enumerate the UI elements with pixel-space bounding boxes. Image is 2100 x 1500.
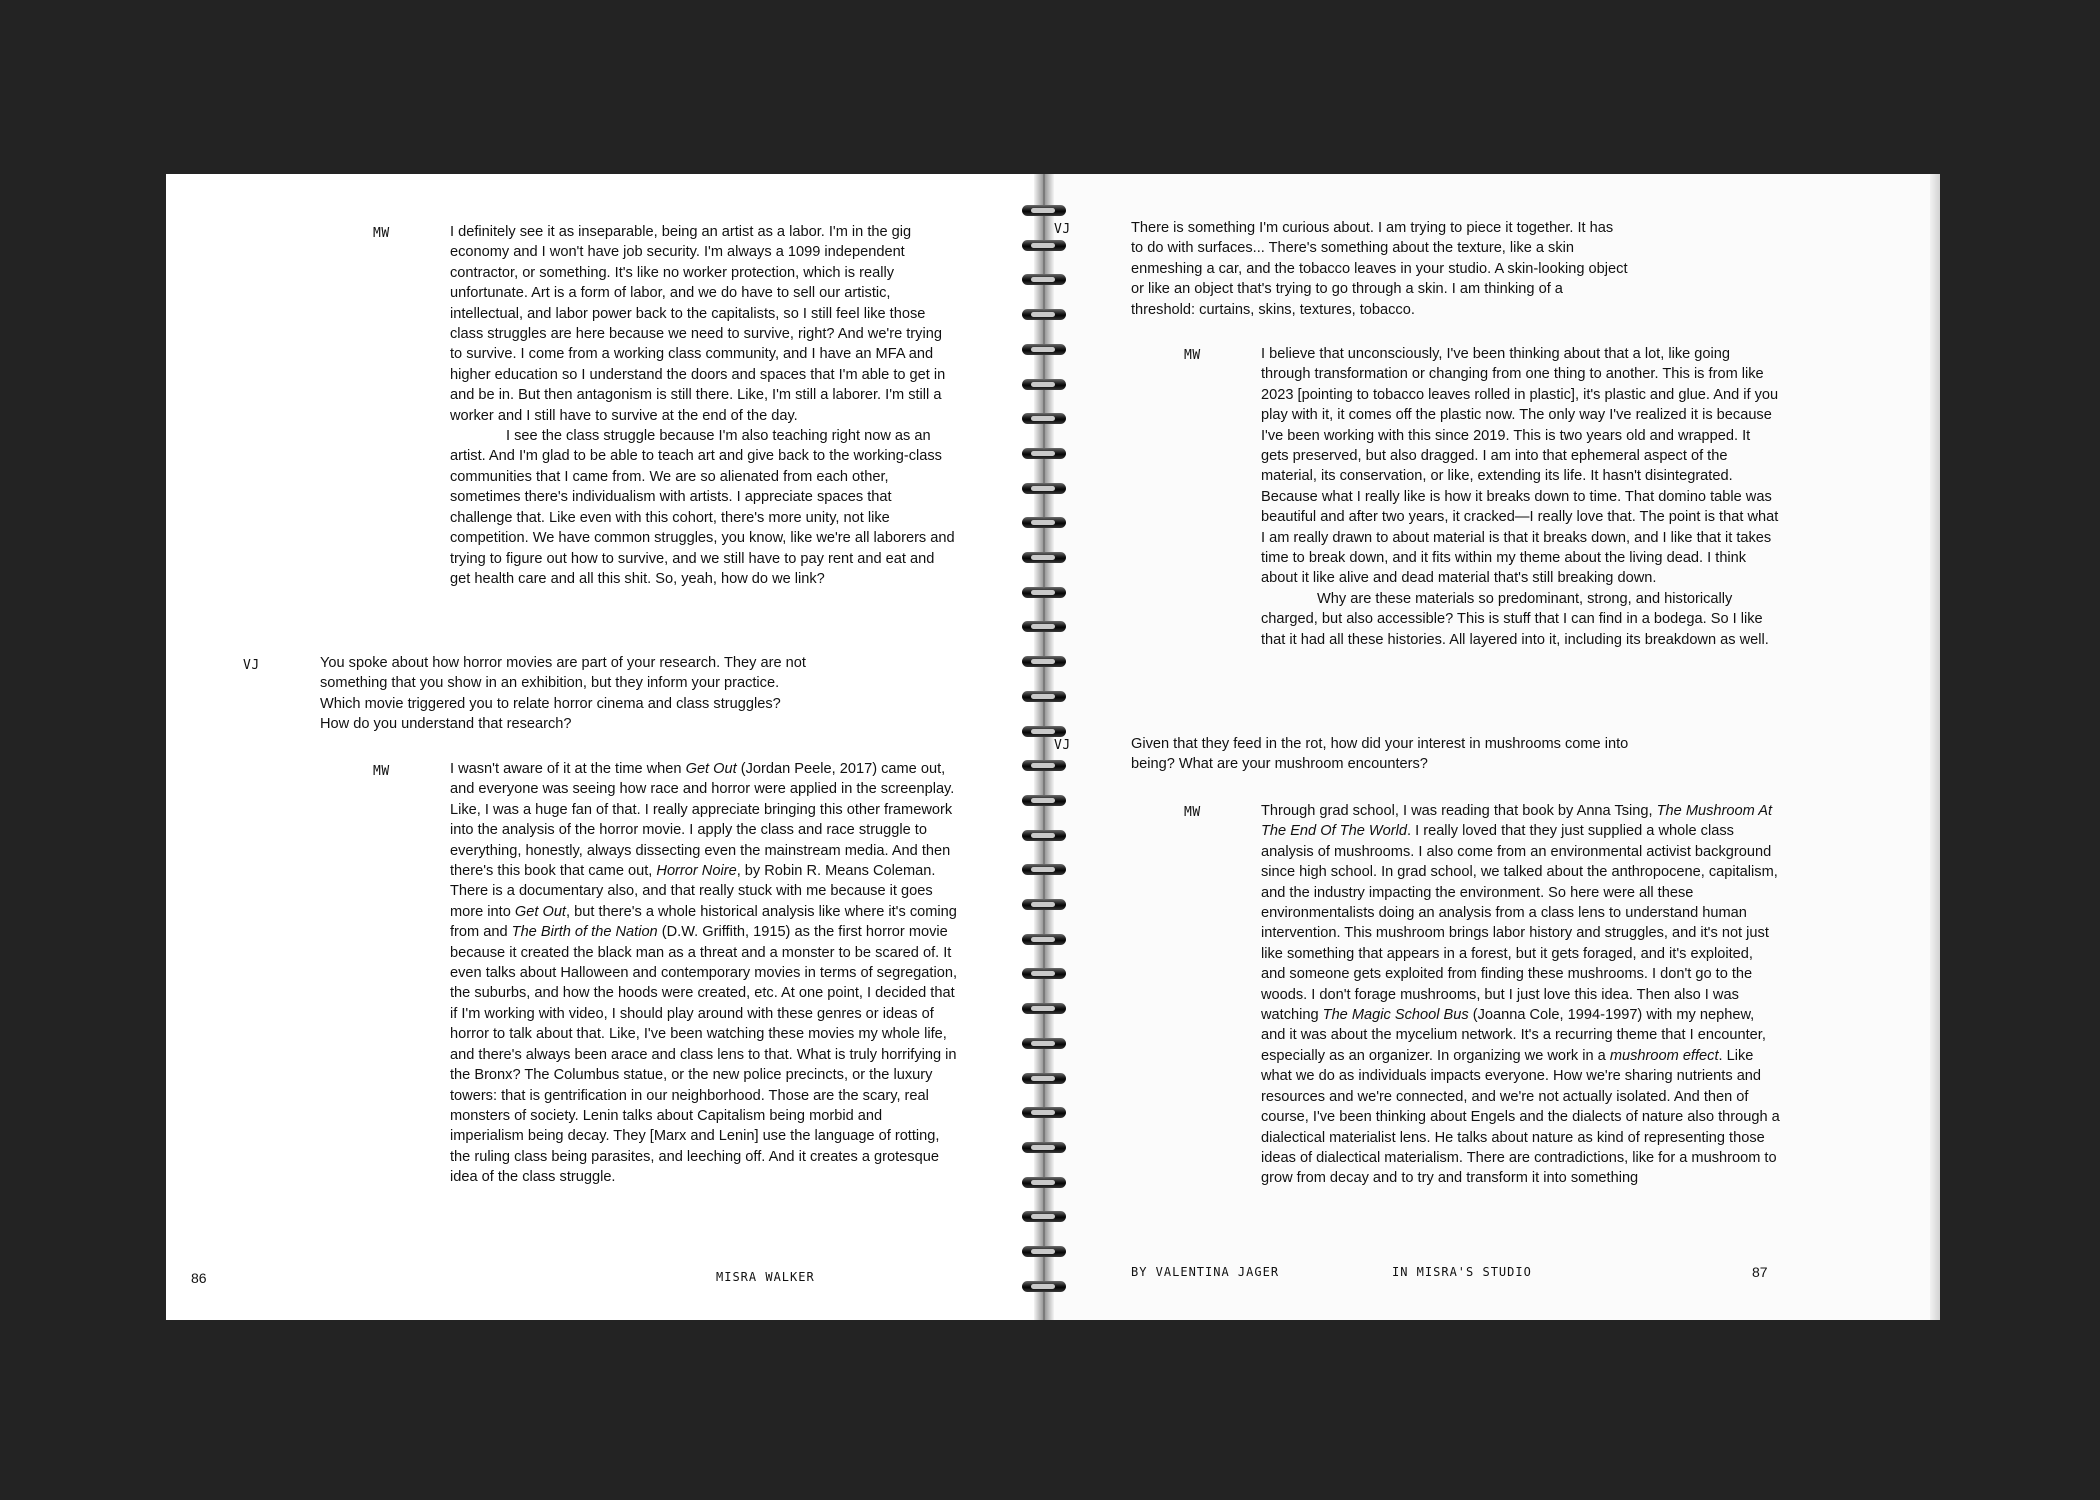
left-page <box>166 174 1042 1320</box>
running-footer: MISRA WALKER <box>716 1270 815 1284</box>
spiral-coil <box>1018 584 1070 601</box>
paragraph: I definitely see it as inseparable, being an artist as a labor. I'm in the gig economy and I won't have job security. I'm always a 1099 independent contractor, or something. It's like no worker protection, which is really unfortunate. Art is a form of labor, and we do have to sell our artistic, intellectual, and labor power back to the capitalists, so I still feel like those class struggles are here because we need to survive, right? And we're trying to survive. I come from a working class community, and I have an MFA and higher education so I understand the doors and spaces that I'm able to get in and be in. But then antagonism is still there. Like, I'm still a laborer. I'm still a worker and I still have to survive at the end of the day. <box>450 224 946 424</box>
spiral-coil <box>1018 271 1070 288</box>
spiral-coil <box>1018 1035 1070 1052</box>
italic-title: The Magic School Bus <box>1322 1007 1469 1024</box>
text-run: , but there's a whole historical analysis like where it's coming from and <box>450 903 957 941</box>
speaker-label: MW <box>1184 805 1201 820</box>
question-block <box>1131 734 1629 775</box>
page-number: 87 <box>1752 1264 1768 1280</box>
page-number: 86 <box>191 1270 207 1286</box>
question-block <box>320 653 808 735</box>
spiral-coil <box>1018 1139 1070 1156</box>
spiral-coil <box>1018 514 1070 531</box>
spiral-coil <box>1018 931 1070 948</box>
spiral-binding <box>1018 202 1072 1292</box>
speaker-label: MW <box>373 764 390 779</box>
paragraph <box>1261 801 1781 1189</box>
spiral-coil <box>1018 480 1070 497</box>
running-footer-author: BY VALENTINA JAGER <box>1131 1265 1280 1279</box>
spiral-coil <box>1018 1174 1070 1191</box>
spiral-coil <box>1018 653 1070 670</box>
spiral-coil <box>1018 723 1070 740</box>
italic-title: The Birth of the Nation <box>511 924 658 941</box>
spiral-coil <box>1018 1104 1070 1121</box>
spiral-coil <box>1018 1000 1070 1017</box>
text-run: . I really loved that they just supplied a whole class analysis of mushrooms. I also come from an environmental activist background since high school. In grad school, we talked about the anthropocene, capitalism, and the industry impacting the environment. So here were all these environmentalists doing an analysis from a class lens to understand human intervention. This mushroom brings labor history and struggles, and it's not just like something that appears in a forest, but it gets foraged, and it's exploited, and someone gets exploited from finding these mushrooms. I don't go to the woods. I don't forage mushrooms, but I just love this idea. Then also I was watching <box>1261 823 1778 1024</box>
spiral-coil <box>1018 965 1070 982</box>
text-run: (Joanna Cole, 1994-1997) with my nephew, and it was about the mycelium network. It's a recurring theme that I encounter, especially as an organizer. In organizing we work in a <box>1261 1007 1766 1064</box>
italic-title: The Mushroom At The End Of The World <box>1261 803 1773 840</box>
text-run: (D.W. Griffith, 1915) as the first horror movie because it created the black man as a threat and a monster to be scared of. It even talks about Halloween and contemporary movies in terms of segregation, the suburbs, and how the hoods were created, etc. At one point, I decided that if I'm working with video, I should play around with these genres or ideas of horror to talk about that. Like, I've been watching these movies my whole life, and there's always been arace and class lens to that. What is truly horrifying in the Bronx? The Columbus statue, or the new police precincts, or the luxury towers: that is gentrification in our neighborhood. Those are the scary, real monsters of society. Lenin talks about Capitalism being morbid and imperialism being decay. They [Marx and Lenin] use the language of rotting, the ruling class being parasites, and leeching off. And it creates a grotesque idea of the class struggle. <box>450 924 957 1186</box>
spiral-coil <box>1018 618 1070 635</box>
italic-title: Horror Noire <box>656 863 737 880</box>
question-block <box>1131 218 1629 320</box>
italic-title: Get Out <box>514 903 566 920</box>
answer-block <box>450 222 958 589</box>
text-run: Through grad school, I was reading that book by Anna Tsing, <box>1261 803 1657 819</box>
speaker-label: VJ <box>243 658 260 673</box>
spiral-coil <box>1018 410 1070 427</box>
spiral-coil <box>1018 757 1070 774</box>
text-run: (Jordan Peele, 2017) came out, and everyone was seeing how race and horror were applied in the screenplay. Like, I was a huge fan of that. I really appreciate bringing this other framework into the analysis of the horror movie. I apply the class and race struggle to everything, honestly, always dissecting even the mainstream media. And then there's this book that came out, <box>450 761 955 880</box>
spiral-coil <box>1018 792 1070 809</box>
spiral-coil <box>1018 376 1070 393</box>
paragraph: Why are these materials so predominant, strong, and historically charged, but also accessible? This is stuff that I can find in a bodega. So I like that it had all these histories. All layered into it, including its breakdown as well. <box>1261 590 1769 648</box>
spiral-coil <box>1018 202 1070 219</box>
speaker-label: VJ <box>1054 222 1071 237</box>
answer-block <box>1261 801 1781 1229</box>
spiral-coil <box>1018 896 1070 913</box>
speaker-label: MW <box>373 226 390 241</box>
spiral-coil <box>1018 827 1070 844</box>
spiral-coil <box>1018 445 1070 462</box>
spiral-coil <box>1018 306 1070 323</box>
speaker-label: MW <box>1184 348 1201 363</box>
text-run: , by Robin R. Means Coleman. There is a documentary also, and that really stuck with me because it goes more into <box>450 863 936 920</box>
text-run: . Like what we do as individuals impacts everyone. How we're sharing nutrients and resources and we're connected, and we're not actually isolated. And then of course, I've been thinking about Engels and the dialects of nature also through a dialectical materialist lens. He talks about nature as kind of representing those ideas of dialectical materialism. There are contradictions, like for a mushroom to grow from decay and to try and transform it into something <box>1261 1047 1780 1187</box>
running-footer-title: IN MISRA'S STUDIO <box>1392 1265 1532 1279</box>
right-page <box>1046 174 1940 1320</box>
italic-title: Get Out <box>685 761 737 777</box>
spiral-coil <box>1018 1243 1070 1260</box>
speaker-label: VJ <box>1054 738 1071 753</box>
paragraph: Given that they feed in the rot, how did your interest in mushrooms come into being? What are your mushroom encounters? <box>1131 736 1629 773</box>
paragraph: You spoke about how horror movies are part of your research. They are not something that you show in an exhibition, but they inform your practice. Which movie triggered you to relate horror cinema and class struggles? How do you understand that research? <box>320 655 806 733</box>
answer-block <box>450 759 958 1188</box>
paragraph: There is something I'm curious about. I am trying to piece it together. It has to do with surfaces... There's something about the texture, like a skin enmeshing a car, and the tobacco leaves in your studio. A skin-looking object or like an object that's trying to go through a skin. I am thinking of a threshold: curtains, skins, textures, tobacco. <box>1131 220 1628 318</box>
spiral-coil <box>1018 688 1070 705</box>
text-run: I wasn't aware of it at the time when <box>450 761 686 777</box>
spiral-coil <box>1018 341 1070 358</box>
paragraph: I believe that unconsciously, I've been thinking about that a lot, like going through transformation or changing from one thing to another. This is from like 2023 [pointing to tobacco leaves rolled in plastic], it's plastic and glue. And if you play with it, it comes off the plastic now. The only way I've realized it is because I've been working with this since 2019. This is two years old and wrapped. It gets preserved, but also dragged. I am into that ephemeral aspect of the material, its conservation, or like, extending its life. It hasn't disintegrated. Because what I really like is how it breaks down to time. That domino table was beautiful and after two years, it cracked—I really love that. The point is that what I am really drawn to about material is that it breaks down, and I like that it takes time to break down, and it fits within my theme about the living dead. I think about it like alive and dead material that's still breaking down. <box>1261 346 1779 587</box>
spiral-coil <box>1018 1278 1070 1295</box>
book-spread <box>166 174 1940 1320</box>
spiral-coil <box>1018 1070 1070 1087</box>
spiral-coil <box>1018 1208 1070 1225</box>
paragraph <box>450 759 958 1188</box>
spiral-coil <box>1018 549 1070 566</box>
spiral-coil <box>1018 861 1070 878</box>
spiral-coil <box>1018 237 1070 254</box>
paragraph: I see the class struggle because I'm also teaching right now as an artist. And I'm glad to be able to teach art and give back to the working-class communities that I came from. We are so alienated from each other, sometimes there's individualism with artists. I appreciate spaces that challenge that. Like even with this cohort, there's more unity, not like competition. We have common struggles, you know, like we're all laborers and trying to figure out how to survive, and we still have to pay rent and eat and get health care and all this shit. So, yeah, how do we link? <box>450 428 955 587</box>
answer-block <box>1261 344 1781 650</box>
italic-title: mushroom effect <box>1609 1047 1719 1064</box>
